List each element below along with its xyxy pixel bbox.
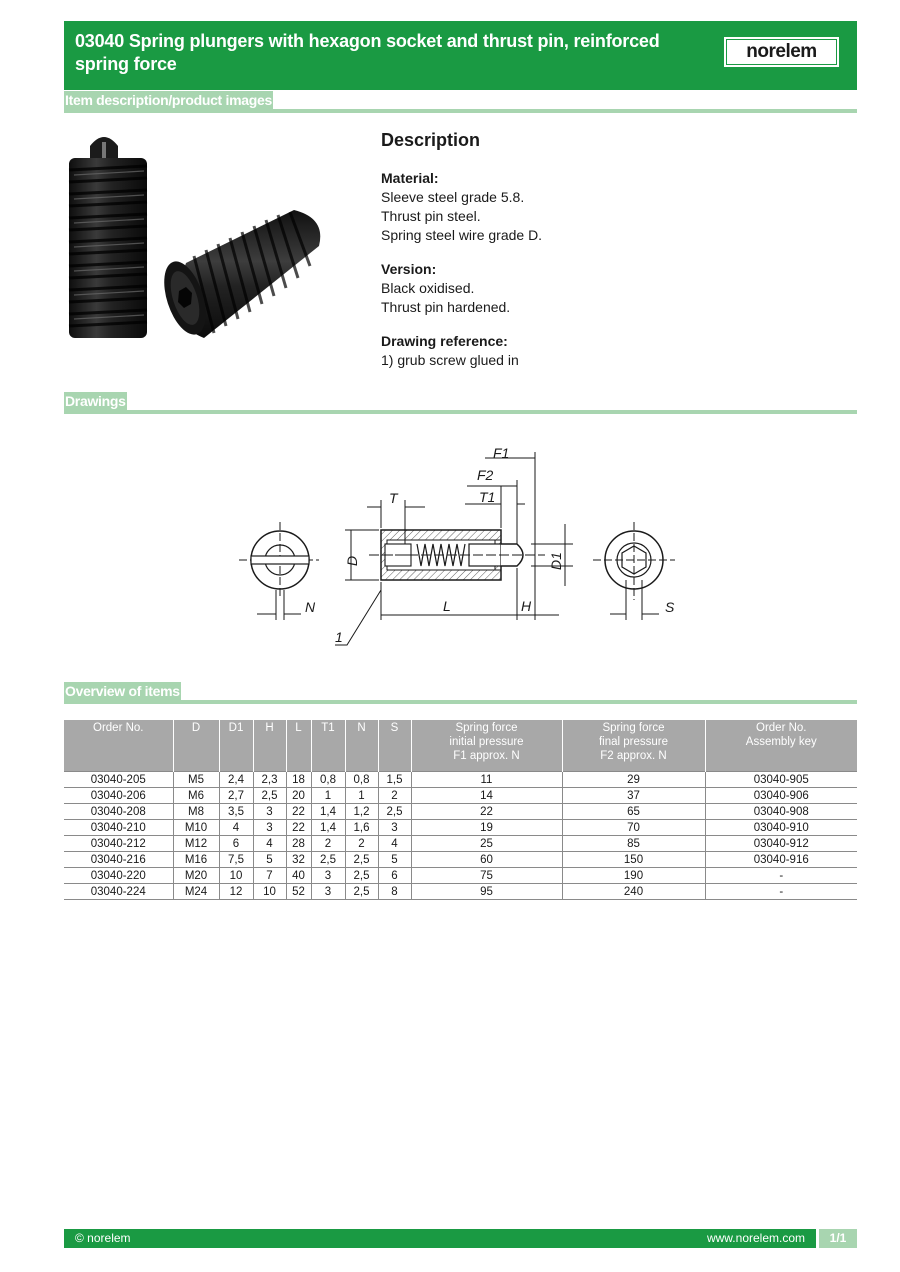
footer-website-link[interactable]: www.norelem.com xyxy=(706,1231,805,1245)
table-cell: 2,3 xyxy=(253,772,286,788)
table-cell: 0,8 xyxy=(311,772,345,788)
table-row xyxy=(64,820,857,836)
table-cell: M5 xyxy=(173,772,219,788)
table-cell: 4 xyxy=(378,836,411,852)
column-header: T1 xyxy=(311,720,345,772)
version-line: Thrust pin hardened. xyxy=(381,299,511,315)
table-row xyxy=(64,772,857,788)
table-cell[interactable]: 03040-205 xyxy=(64,772,173,788)
table-cell: 28 xyxy=(286,836,311,852)
table-row xyxy=(64,788,857,804)
table-cell: 6 xyxy=(219,836,253,852)
table-cell: 3 xyxy=(311,868,345,884)
table-cell: 12 xyxy=(219,884,253,900)
side-section-view xyxy=(335,452,573,645)
table-cell: 2,5 xyxy=(345,884,378,900)
dim-label-f2: F2 xyxy=(477,467,494,483)
table-cell: 10 xyxy=(253,884,286,900)
table-header-row xyxy=(64,720,857,772)
table-cell: 22 xyxy=(286,820,311,836)
table-cell: 7,5 xyxy=(219,852,253,868)
table-cell: 2,5 xyxy=(378,804,411,820)
table-cell: 37 xyxy=(562,788,705,804)
table-cell: 3 xyxy=(378,820,411,836)
material-title: Material: xyxy=(381,170,439,186)
table-cell: 11 xyxy=(411,772,562,788)
table-cell: 3,5 xyxy=(219,804,253,820)
drawing-reference-block xyxy=(381,332,851,370)
table-cell: 75 xyxy=(411,868,562,884)
table-cell: 1,4 xyxy=(311,804,345,820)
table-cell: 8 xyxy=(378,884,411,900)
table-cell: 3 xyxy=(253,820,286,836)
column-header: S xyxy=(378,720,411,772)
table-cell[interactable]: 03040-224 xyxy=(64,884,173,900)
column-header: N xyxy=(345,720,378,772)
table-cell: M12 xyxy=(173,836,219,852)
dim-label-d1: D1 xyxy=(548,552,564,570)
upright-plunger xyxy=(69,137,147,338)
dim-label-f1: F1 xyxy=(493,445,510,461)
table-cell: 60 xyxy=(411,852,562,868)
table-cell: 03040-908 xyxy=(705,804,857,820)
column-header: Order No. xyxy=(64,720,173,772)
table-cell: 7 xyxy=(253,868,286,884)
table-cell: 32 xyxy=(286,852,311,868)
material-line: Thrust pin steel. xyxy=(381,208,481,224)
page-title: 03040 Spring plungers with hexagon socket and thrust pin, reinforced spring force xyxy=(75,31,660,74)
table-cell: 14 xyxy=(411,788,562,804)
table-cell: 2,5 xyxy=(253,788,286,804)
section-label-item-description: Item description/product images xyxy=(65,92,272,108)
version-line: Black oxidised. xyxy=(381,280,475,296)
column-header: Spring force initial pressure F1 approx. N xyxy=(411,720,562,772)
table-cell: 03040-910 xyxy=(705,820,857,836)
table-cell[interactable]: 03040-216 xyxy=(64,852,173,868)
table-cell: 03040-905 xyxy=(705,772,857,788)
page-header xyxy=(64,21,857,90)
page-footer xyxy=(64,1229,857,1248)
table-cell: 1,2 xyxy=(345,804,378,820)
section-overview xyxy=(64,682,857,704)
table-cell: 2 xyxy=(345,836,378,852)
product-image xyxy=(64,128,326,346)
table-cell: 03040-916 xyxy=(705,852,857,868)
table-cell: 0,8 xyxy=(345,772,378,788)
table-cell: M10 xyxy=(173,820,219,836)
table-cell: 2,4 xyxy=(219,772,253,788)
table-cell: - xyxy=(705,884,857,900)
table-cell: 19 xyxy=(411,820,562,836)
table-cell[interactable]: 03040-208 xyxy=(64,804,173,820)
table-row xyxy=(64,852,857,868)
table-cell: M6 xyxy=(173,788,219,804)
drawing-reference-title: Drawing reference: xyxy=(381,333,508,349)
material-block xyxy=(381,169,851,245)
table-cell: 85 xyxy=(562,836,705,852)
dim-label-t: T xyxy=(389,490,398,506)
table-cell: 20 xyxy=(286,788,311,804)
table-body xyxy=(64,772,857,900)
table-cell: M24 xyxy=(173,884,219,900)
table-cell: 18 xyxy=(286,772,311,788)
table-cell: 5 xyxy=(378,852,411,868)
table-cell: 22 xyxy=(411,804,562,820)
table-cell: M8 xyxy=(173,804,219,820)
footer-copyright: © norelem xyxy=(75,1231,131,1245)
section-label-drawings: Drawings xyxy=(65,393,126,409)
table-cell: 2,5 xyxy=(345,868,378,884)
column-header: D xyxy=(173,720,219,772)
table-row xyxy=(64,868,857,884)
table-cell[interactable]: 03040-212 xyxy=(64,836,173,852)
right-end-view xyxy=(593,522,675,620)
table-cell: 1,6 xyxy=(345,820,378,836)
section-drawings xyxy=(64,392,857,414)
table-cell: M20 xyxy=(173,868,219,884)
table-cell: M16 xyxy=(173,852,219,868)
table-cell: 70 xyxy=(562,820,705,836)
column-header: L xyxy=(286,720,311,772)
dim-label-t1: T1 xyxy=(479,489,496,505)
technical-drawing xyxy=(235,440,695,650)
column-header: H xyxy=(253,720,286,772)
table-cell: 1,4 xyxy=(311,820,345,836)
table-cell: 240 xyxy=(562,884,705,900)
table-cell: 03040-912 xyxy=(705,836,857,852)
description-panel xyxy=(381,128,851,385)
table-row xyxy=(64,836,857,852)
lying-plunger xyxy=(156,210,320,340)
section-label-overview: Overview of items xyxy=(65,683,180,699)
table-cell: 4 xyxy=(219,820,253,836)
table-row xyxy=(64,804,857,820)
table-cell: 2 xyxy=(311,836,345,852)
table-cell: 29 xyxy=(562,772,705,788)
norelem-logo[interactable]: norelem xyxy=(726,39,837,65)
version-title: Version: xyxy=(381,261,437,277)
table-cell: 4 xyxy=(253,836,286,852)
table-cell: 2,5 xyxy=(311,852,345,868)
footer-bar xyxy=(64,1229,816,1248)
table-cell: 6 xyxy=(378,868,411,884)
table-cell: 1 xyxy=(345,788,378,804)
section-item-description xyxy=(64,91,857,113)
table-cell: 25 xyxy=(411,836,562,852)
dim-label-h: H xyxy=(521,598,532,614)
column-header: Spring force final pressure F2 approx. N xyxy=(562,720,705,772)
table-cell: 3 xyxy=(311,884,345,900)
table-cell: 3 xyxy=(253,804,286,820)
table-cell: 03040-906 xyxy=(705,788,857,804)
column-header: D1 xyxy=(219,720,253,772)
table-cell: 22 xyxy=(286,804,311,820)
table-cell: 10 xyxy=(219,868,253,884)
version-block xyxy=(381,260,851,317)
items-table xyxy=(64,720,857,900)
column-header: Order No. Assembly key xyxy=(705,720,857,772)
dim-label-d: D xyxy=(344,555,360,566)
table-cell[interactable]: 03040-210 xyxy=(64,820,173,836)
table-cell: 40 xyxy=(286,868,311,884)
table-cell: 5 xyxy=(253,852,286,868)
page-number: 1/1 xyxy=(819,1229,857,1248)
drawing-reference-line: 1) grub screw glued in xyxy=(381,352,519,368)
table-cell: 2 xyxy=(378,788,411,804)
dim-label-l: L xyxy=(443,598,451,614)
table-cell: 1 xyxy=(311,788,345,804)
description-heading: Description xyxy=(381,130,481,150)
table-cell: 95 xyxy=(411,884,562,900)
table-row xyxy=(64,884,857,900)
material-line: Spring steel wire grade D. xyxy=(381,227,543,243)
table-cell: - xyxy=(705,868,857,884)
table-cell: 2,5 xyxy=(345,852,378,868)
table-cell: 1,5 xyxy=(378,772,411,788)
table-cell: 190 xyxy=(562,868,705,884)
table-cell: 65 xyxy=(562,804,705,820)
table-cell: 52 xyxy=(286,884,311,900)
table-cell[interactable]: 03040-206 xyxy=(64,788,173,804)
material-line: Sleeve steel grade 5.8. xyxy=(381,189,525,205)
drawing-reference-number: 1 xyxy=(335,629,343,645)
table-cell: 2,7 xyxy=(219,788,253,804)
dim-label-n: N xyxy=(305,599,316,615)
dim-label-s: S xyxy=(665,599,675,615)
table-cell: 150 xyxy=(562,852,705,868)
table-cell[interactable]: 03040-220 xyxy=(64,868,173,884)
